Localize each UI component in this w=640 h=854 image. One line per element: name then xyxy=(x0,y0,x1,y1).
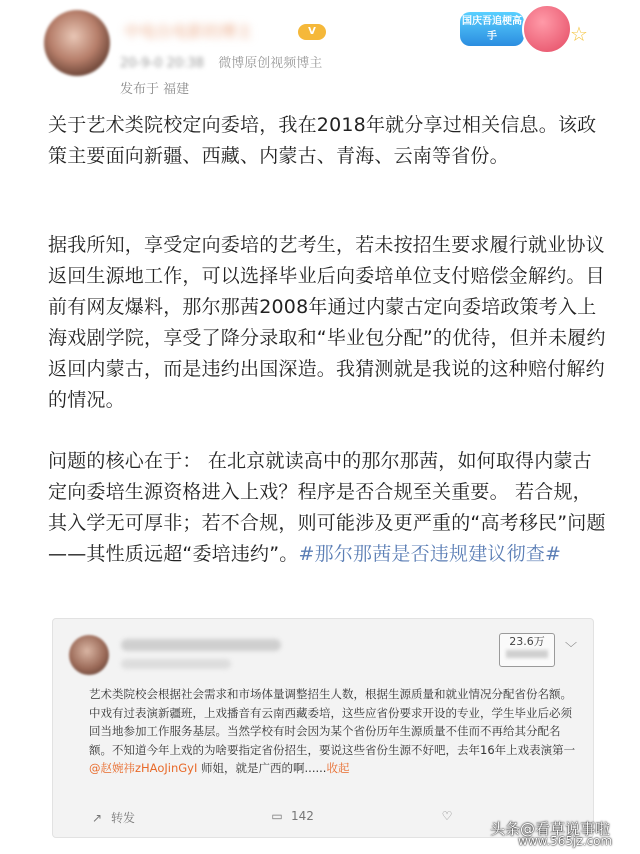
quoted-text-tail: 师姐，就是广西的啊...... xyxy=(197,761,327,776)
sticker-face-icon xyxy=(522,4,572,54)
post-paragraph-1: 关于艺术类院校定向委培，我在2018年就分享过相关信息。该政策主要面向新疆、西藏、内蒙古、青海、云南等省份。 xyxy=(48,114,597,167)
post-paragraph-2: 据我所知，享受定向委培的艺考生，若未按招生要求履行就业协议返回生源地工作，可以选择毕业后向委培单位支付赔偿金解约。目前有网友爆料，那尔那茜2008年通过内蒙古定向委培政策考入上海戏剧学院，享受了降分录取和“毕业包分配”的优待，但并未履约返回内蒙古，而是违约出国深造。我猜测就是我说的这种赔付解约的情况。 xyxy=(48,234,606,411)
quoted-author-meta xyxy=(121,659,231,669)
chevron-down-icon[interactable]: ﹀ xyxy=(565,641,578,655)
comment-icon: ▭ xyxy=(271,809,283,823)
sticker xyxy=(460,4,590,54)
quoted-views-badge xyxy=(499,633,555,667)
vip-badge: V xyxy=(298,24,326,40)
post-paragraph-3 xyxy=(48,446,608,570)
sticker-label: 国庆吾追梗高手 xyxy=(460,12,524,46)
quoted-text-body: 艺术类院校会根据社会需求和市场体量调整招生人数，根据生源质量和就业情况分配省份名额。中戏有过表演新疆班，上戏播音有云南西藏委培，这些应省份要求开设的专业，学生毕业后必须回当地参加工作服务基层。当然学校有时会因为某个省份历年生源质量不佳而不再给其分配名额。不知道今年上戏的为啥要指定省份招生，要说这些省份生源不好吧，去年16年上戏表演第一 xyxy=(89,687,576,757)
quoted-views-count: 23.6万 xyxy=(509,635,545,648)
comment-button[interactable] xyxy=(269,809,314,823)
quoted-text xyxy=(89,685,579,778)
share-button[interactable] xyxy=(89,809,135,826)
quoted-author-name[interactable] xyxy=(121,639,281,651)
watermark: 头条@看草说事啦 xyxy=(490,820,611,838)
author-role: 微博原创视频博主 xyxy=(218,56,323,71)
quoted-mention-link[interactable]: @赵婉祎zHAoJinGyI xyxy=(89,761,198,776)
collapse-link[interactable]: 收起 xyxy=(326,761,350,776)
post-location: 发布于 福建 xyxy=(120,82,190,97)
watermark-url: www.565jz.com xyxy=(518,834,613,848)
like-button[interactable] xyxy=(439,809,461,823)
post-time: 20-9-0 20:38 xyxy=(120,56,205,71)
post-meta xyxy=(120,52,322,71)
share-label: 转发 xyxy=(111,811,136,825)
quoted-post-card[interactable] xyxy=(52,618,594,838)
post-paragraph-3-text: 问题的核心在于： 在北京就读高中的那尔那茜，如何取得内蒙古定向委培生源资格进入上戏？程序是否合规至关重要。 若合规，其入学无可厚非；若不合规，则可能涉及更严重的“高考移民”问题——其性质远超“委培违约”。 xyxy=(48,450,606,565)
comment-count: 142 xyxy=(291,809,314,823)
quoted-views-redacted xyxy=(506,650,548,658)
like-icon: ♡ xyxy=(441,809,453,823)
quoted-avatar[interactable] xyxy=(69,635,109,675)
hashtag-link[interactable]: #那尔那茜是否违规建议彻查# xyxy=(298,543,562,565)
author-avatar[interactable] xyxy=(44,10,110,76)
author-name[interactable]: 中电台电影的博主 xyxy=(124,22,253,41)
star-icon: ☆ xyxy=(570,22,588,46)
share-icon: ↗ xyxy=(91,811,103,825)
